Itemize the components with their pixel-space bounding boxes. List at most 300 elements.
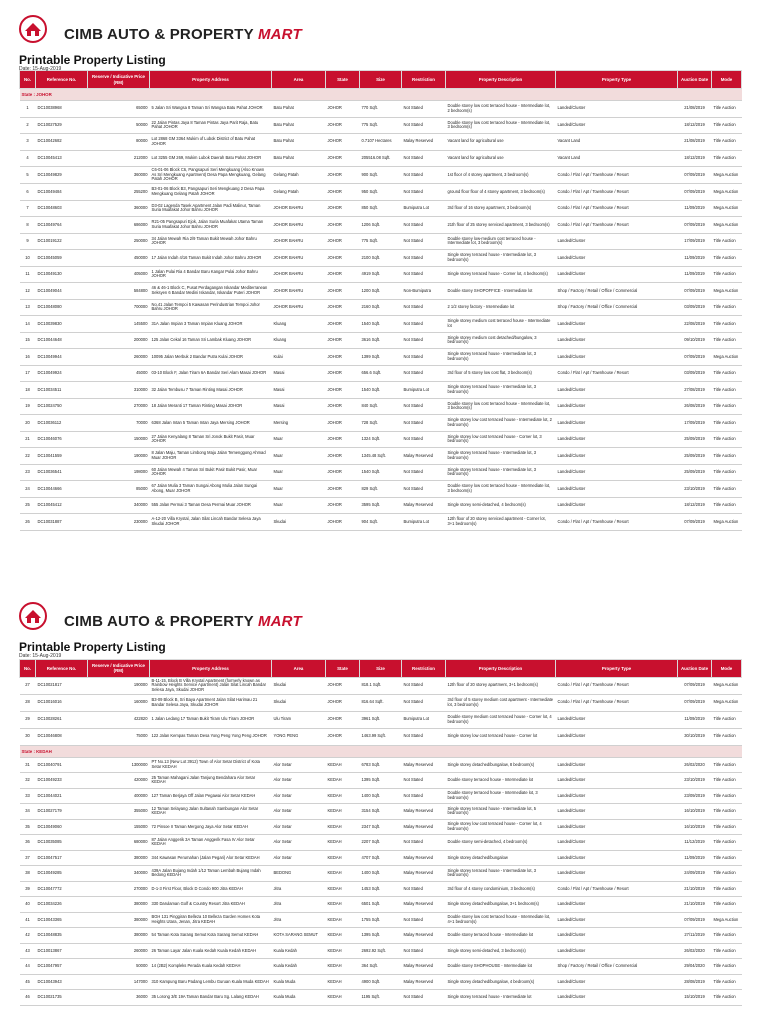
cell-type: Landed/Cluster (556, 332, 678, 349)
cell-mode: Title Auction (712, 431, 742, 448)
cell-auction-date: 03/09/2019 (678, 365, 712, 382)
cell-description: 3rd floor of 5 storey medium cost apartment - Intermediate lot, 3 bedroom(s) (446, 694, 556, 711)
property-table-2 (19, 659, 742, 1006)
table-row (20, 365, 742, 382)
table-row (20, 250, 742, 267)
table-row (20, 200, 742, 217)
cell-no: 27 (20, 677, 36, 694)
cell-restriction: Not Stated (402, 728, 446, 745)
cell-state: JOHOR (326, 184, 360, 201)
column-header-reference: Reference No. (36, 659, 88, 677)
cell-restriction: Not Stated (402, 773, 446, 789)
cell-no: 10 (20, 250, 36, 267)
cell-description: Double storey SHOPHOUSE - Intermediate lot (446, 959, 556, 975)
state-label: State : KEDAH (20, 745, 742, 757)
cell-state: KEDAH (326, 757, 360, 773)
cell-address: 25 Taman Mahagani Jalan Tanjung Bendahara Alor Setar KEDAH (150, 773, 272, 789)
cell-address: 72 Pinsoe II Taman Mergong Jaya Alor Setar KEDAH (150, 819, 272, 835)
cell-reference: DC10049233 (36, 773, 88, 789)
cell-auction-date: 07/09/2019 (678, 514, 712, 531)
table-row (20, 332, 742, 349)
cell-no: 12 (20, 283, 36, 300)
cell-reference: DC10049130 (36, 266, 88, 283)
cell-type: Landed/Cluster (556, 266, 678, 283)
cell-type: Landed/Cluster (556, 448, 678, 465)
cell-description: Single storey detached/bungalow, 8 bedroom(s) (446, 757, 556, 773)
cell-type: Condo / Flat / Apt / Townhouse / Resort (556, 200, 678, 217)
cell-address: 26 Taman Layar Jalan Kuala Kedah Kuala Kedah KEDAH (150, 943, 272, 959)
cell-price: 422820 (88, 711, 150, 728)
cell-area: Skudai (272, 694, 326, 711)
cell-mode: Mega Auction (712, 200, 742, 217)
cell-auction-date: 21/08/2019 (678, 134, 712, 151)
cell-area: Alor Setar (272, 850, 326, 866)
cell-description: Single storey low cost terraced house - Corner lot, 3 bedroom(s) (446, 431, 556, 448)
cell-auction-date: 11/09/2019 (678, 266, 712, 283)
cell-address: BGH 131 Pinggiran Belleza 10 Belleza Garden Homes Kota Heights Utara, Jenan, Jitra KEDAH (150, 912, 272, 928)
cell-no: 22 (20, 448, 36, 465)
cell-restriction: Not Stated (402, 299, 446, 316)
cell-reference: DC10043943 (36, 974, 88, 990)
cell-restriction: Not Stated (402, 184, 446, 201)
cell-price: 260000 (88, 943, 150, 959)
listing-page-2 (0, 587, 768, 1006)
cell-auction-date: 23/09/2019 (678, 788, 712, 804)
cell-size: 6501 Sqft. (360, 897, 402, 913)
cell-size: 1195 Sqft. (360, 990, 402, 1006)
cell-address: 8 Jalan Maju, Taman Limbong Maju Jalan Temenggong Ahmad Muar JOHOR (150, 448, 272, 465)
cell-auction-date: 30/10/2019 (678, 728, 712, 745)
cell-type: Landed/Cluster (556, 990, 678, 1006)
cell-area: JOHOR BAHRU (272, 266, 326, 283)
cell-address: 6368 Jalan Intan 5 Taman Intan Jaya Mersing JOHOR (150, 415, 272, 432)
table-row (20, 773, 742, 789)
cell-address: B3-01-06 Block B3, Pangsapuri Seri Mengkuang 2 Desa Papa Mengkuang Gelang Patah JOHOR (150, 184, 272, 201)
cell-size: 4707 Sqft. (360, 850, 402, 866)
cell-restriction: Not Stated (402, 117, 446, 134)
cell-auction-date: 17/09/2019 (678, 415, 712, 432)
cell-address: 122 Jalan Kempas Taman Desa Yong Peng Yong Peng JOHOR (150, 728, 272, 745)
cell-area: Masai (272, 365, 326, 382)
cell-auction-date: 07/09/2019 (678, 184, 712, 201)
cell-price: 50000 (88, 117, 150, 134)
cell-description: Single storey terraced house - Intermediate lot (446, 990, 556, 1006)
cell-address: 03-10 Block F, Jalan Tiram 6A Bandar Seri Alam Masai JOHOR (150, 365, 272, 382)
cell-state: JOHOR (326, 728, 360, 745)
cell-restriction: Malay Reserved (402, 897, 446, 913)
cell-mode: Title Auction (712, 773, 742, 789)
cell-state: KEDAH (326, 959, 360, 975)
cell-restriction: Malay Reserved (402, 819, 446, 835)
cell-size: 1540 Sqft. (360, 464, 402, 481)
column-header-auction-date: Auction Date (678, 659, 712, 677)
cell-mode: Mega Auction (712, 677, 742, 694)
cell-no: 30 (20, 728, 36, 745)
cell-description: Double storey low cost terraced house - Intermediate lot, 3 bedroom(s) (446, 117, 556, 134)
table-row (20, 134, 742, 151)
column-header-auction-date: Auction Date (678, 71, 712, 89)
cell-restriction: Not Stated (402, 464, 446, 481)
cell-reference: DC10049060 (36, 819, 88, 835)
cell-address: 67 Jalan Mulia 3 Taman Sungai Abong Mulia Jalan Sungai Abong, Muar JOHOR (150, 481, 272, 498)
cell-description: Vacant land for agricultural use (446, 134, 556, 151)
cell-price: 310000 (88, 382, 150, 399)
cell-description: Single storey terraced house - Intermediate lot, 3 bedroom(s) (446, 349, 556, 366)
table-row (20, 881, 742, 897)
cell-size: 1399 Sqft. (360, 349, 402, 366)
cell-reference: DC10045059 (36, 250, 88, 267)
cell-address: 17 Jalan Indah 4/16 Taman Bukit Indah Johor Bahru JOHOR (150, 250, 272, 267)
cell-mode: Title Auction (712, 728, 742, 745)
cell-area: Jitra (272, 912, 326, 928)
cell-no: 9 (20, 233, 36, 250)
table-row (20, 835, 742, 851)
cell-type: Shop / Factory / Retail / Office / Commercial (556, 283, 678, 300)
cell-price: 155000 (88, 819, 150, 835)
cell-reference: DC10038968 (36, 101, 88, 118)
cell-size: 3595 Sqft. (360, 497, 402, 514)
cell-state: JOHOR (326, 316, 360, 333)
cell-restriction: Malay Reserved (402, 866, 446, 882)
cell-address: 18 Jalan Meranti 17 Taman Rinting Masai JOHOR (150, 398, 272, 415)
cell-mode: Title Auction (712, 233, 742, 250)
cell-restriction: Malay Reserved (402, 497, 446, 514)
cell-reference: DC10013867 (36, 943, 88, 959)
cell-description: Single storey terraced house - Intermediate lot, 5 bedroom(s) (446, 804, 556, 820)
cell-restriction: Not Stated (402, 481, 446, 498)
cell-type: Condo / Flat / Apt / Townhouse / Resort (556, 184, 678, 201)
cell-price: 160000 (88, 694, 150, 711)
cell-no: 33 (20, 788, 36, 804)
table-row (20, 431, 742, 448)
page-header (0, 0, 768, 70)
cell-restriction: Not Stated (402, 150, 446, 167)
cell-area: Jitra (272, 881, 326, 897)
cell-area: Masai (272, 398, 326, 415)
cell-price: 85000 (88, 481, 150, 498)
cell-no: 1 (20, 101, 36, 118)
cell-no: 7 (20, 200, 36, 217)
cell-type: Landed/Cluster (556, 835, 678, 851)
cell-price: 70000 (88, 415, 150, 432)
cell-auction-date: 29/04/2020 (678, 959, 712, 975)
cell-no: 29 (20, 711, 36, 728)
cell-price: 400000 (88, 788, 150, 804)
cell-size: 1540 Sqft. (360, 382, 402, 399)
cell-mode: Title Auction (712, 250, 742, 267)
cell-type: Condo / Flat / Apt / Townhouse / Resort (556, 217, 678, 234)
cell-state: JOHOR (326, 382, 360, 399)
cell-description: ground floor floor of 4 storey apartment, 3 bedroom(s) (446, 184, 556, 201)
cell-price: 680000 (88, 835, 150, 851)
cell-size: 1400 Sqft. (360, 788, 402, 804)
cell-restriction: Not Stated (402, 835, 446, 851)
table-row (20, 167, 742, 184)
table-row (20, 928, 742, 944)
table-row (20, 804, 742, 820)
cell-type: Landed/Cluster (556, 788, 678, 804)
cell-price: 584800 (88, 283, 150, 300)
cell-state: KEDAH (326, 866, 360, 882)
cell-address: 439A Jalan Bujang Indah 1/12 Taman Lembah Bujang Indah Bedong KEDAH (150, 866, 272, 882)
cell-mode: Mega Auction (712, 217, 742, 234)
cell-reference: DC10043365 (36, 912, 88, 928)
cell-price: 255200 (88, 184, 150, 201)
cell-auction-date: 27/11/2019 (678, 928, 712, 944)
table-row (20, 850, 742, 866)
cell-price: 450000 (88, 250, 150, 267)
cell-price: 380000 (88, 850, 150, 866)
cell-auction-date: 11/12/2019 (678, 835, 712, 851)
cell-reference: DC10049924 (36, 365, 88, 382)
cell-state: JOHOR (326, 349, 360, 366)
cell-reference: DC10044648 (36, 332, 88, 349)
table-row (20, 974, 742, 990)
cell-mode: Title Auction (712, 959, 742, 975)
cell-price: 147000 (88, 974, 150, 990)
cell-mode: Mega Auction (712, 283, 742, 300)
cell-mode: Title Auction (712, 150, 742, 167)
cell-address: D-1-3 First Floor, Block D Condo 900 Jitra KEDAH (150, 881, 272, 897)
cell-price: 190000 (88, 677, 150, 694)
cell-mode: Title Auction (712, 365, 742, 382)
cell-size: 6783 Sqft. (360, 757, 402, 773)
column-header-state: State (326, 71, 360, 89)
cell-no: 8 (20, 217, 36, 234)
cell-no: 39 (20, 881, 36, 897)
cell-restriction: Not Stated (402, 943, 446, 959)
cell-description: Single storey terraced house - Intermediate lot, 3 bedroom(s) (446, 866, 556, 882)
cell-auction-date: 26/02/2020 (678, 757, 712, 773)
cell-address: Lot 3255 GM 269, Mukim Lubok Daerah Batu Pahat JOHOR (150, 150, 272, 167)
column-header-area: Area (272, 659, 326, 677)
cell-no: 43 (20, 943, 36, 959)
cell-description: Double storey low cost terraced house - Intermediate lot, 3 bedroom(s) (446, 481, 556, 498)
cell-no: 18 (20, 382, 36, 399)
cell-type: Landed/Cluster (556, 481, 678, 498)
cell-address: 125 Jalan Cekal 16 Taman Sri Lambak Kluang JOHOR (150, 332, 272, 349)
cell-area: Kuala Kedah (272, 959, 326, 975)
cell-description: 2 1/2 storey factory - Intermediate lot (446, 299, 556, 316)
cell-state: KEDAH (326, 819, 360, 835)
cell-size: 770 Sqft. (360, 101, 402, 118)
cell-type: Landed/Cluster (556, 897, 678, 913)
cell-size: 728 Sqft. (360, 415, 402, 432)
cell-type: Landed/Cluster (556, 101, 678, 118)
cell-size: 3616 Sqft. (360, 332, 402, 349)
state-label: State : JOHOR (20, 89, 742, 101)
column-header-no: No. (20, 71, 36, 89)
cell-reference: DC10044666 (36, 481, 88, 498)
table-header-row (20, 659, 742, 677)
cell-address: 555 Jalan Permai 3 Taman Desa Permai Muar JOHOR (150, 497, 272, 514)
cell-reference: DC10027529 (36, 117, 88, 134)
cell-no: 28 (20, 694, 36, 711)
column-header-no: No. (20, 659, 36, 677)
cell-address: C6-01-06 Block C6, Pangsapuri Seri Mengkuang (Also Known As Sri Mengkuang Apartment) Desa Papa Mengkuang, Gelang Patah JOHOR (150, 167, 272, 184)
cell-description: Single storey semi-detached, 4 bedroom(s) (446, 497, 556, 514)
cell-size: 0.7107 Hectares (360, 134, 402, 151)
cell-price: 200000 (88, 332, 150, 349)
cell-description: Single storey semi-detached, 3 bedroom(s) (446, 943, 556, 959)
cell-mode: Title Auction (712, 711, 742, 728)
cell-price: 360000 (88, 200, 150, 217)
cell-price: 380000 (88, 912, 150, 928)
cell-no: 3 (20, 134, 36, 151)
cell-type: Condo / Flat / Apt / Townhouse / Resort (556, 167, 678, 184)
cell-address: 127 Taman Berjaya Off Jalan Pegawai Alor Setar KEDAH (150, 788, 272, 804)
cell-restriction: Not Stated (402, 990, 446, 1006)
cell-restriction: Non-Bumiputra (402, 283, 446, 300)
cell-no: 19 (20, 398, 36, 415)
cell-mode: Mega Auction (712, 694, 742, 711)
cell-reference: DC10047957 (36, 959, 88, 975)
table-row (20, 757, 742, 773)
cell-restriction: Not Stated (402, 266, 446, 283)
cell-mode: Title Auction (712, 398, 742, 415)
cell-type: Landed/Cluster (556, 398, 678, 415)
cell-state: JOHOR (326, 266, 360, 283)
cell-address: 5 Jalan Sri Wangsa 8 Taman Sri Wangsa Batu Pahat JOHOR (150, 101, 272, 118)
cell-mode: Title Auction (712, 464, 742, 481)
cell-mode: Title Auction (712, 850, 742, 866)
cell-area: Kuala Kedah (272, 943, 326, 959)
column-header-state: State (326, 659, 360, 677)
cell-auction-date: 07/09/2019 (678, 694, 712, 711)
cell-state: JOHOR (326, 200, 360, 217)
cell-address: 10095 Jalan Merbuk 2 Bandar Putra Kulai JOHOR (150, 349, 272, 366)
cell-mode: Title Auction (712, 316, 742, 333)
cell-state: JOHOR (326, 250, 360, 267)
column-header-area: Area (272, 71, 326, 89)
cell-restriction: Not Stated (402, 398, 446, 415)
cell-state: JOHOR (326, 233, 360, 250)
cell-mode: Title Auction (712, 757, 742, 773)
cell-description: Double storey low cost terraced house - Intermediate lot, 2 bedroom(s) (446, 101, 556, 118)
table-row (20, 448, 742, 465)
cell-state: JOHOR (326, 711, 360, 728)
cell-mode: Title Auction (712, 928, 742, 944)
cell-no: 44 (20, 959, 36, 975)
cell-description: Double storey low cost terraced house - Intermediate lot, 4+1 bedroom(s) (446, 912, 556, 928)
cell-size: 2100 Sqft. (360, 250, 402, 267)
cell-type: Landed/Cluster (556, 464, 678, 481)
cell-price: 340000 (88, 866, 150, 882)
cell-mode: Mega Auction (712, 167, 742, 184)
cell-size: 818.1 Sqft. (360, 677, 402, 694)
cell-mode: Title Auction (712, 819, 742, 835)
cell-mode: Title Auction (712, 835, 742, 851)
cell-address: A-12-20 Villa Krystal, Jalan Silat Lincah Bandar Selesa Jaya Skudai JOHOR (150, 514, 272, 531)
page-header (0, 587, 768, 659)
cell-reference: DC10034226 (36, 897, 88, 913)
cell-restriction: Not Stated (402, 332, 446, 349)
cell-mode: Title Auction (712, 897, 742, 913)
cell-auction-date: 27/08/2019 (678, 382, 712, 399)
cell-no: 40 (20, 897, 36, 913)
cell-size: 364 Sqft. (360, 959, 402, 975)
cell-size: 4919 Sqft. (360, 266, 402, 283)
cell-reference: DC10036112 (36, 415, 88, 432)
cell-description: 12th floor of 20 storey serviced apartment - Corner lot, 3+1 bedroom(s) (446, 514, 556, 531)
table-row (20, 382, 742, 399)
cell-restriction: Not Stated (402, 694, 446, 711)
cell-price: 380000 (88, 897, 150, 913)
cell-type: Landed/Cluster (556, 728, 678, 745)
cell-area: Kulai (272, 349, 326, 366)
cell-reference: DC10048835 (36, 928, 88, 944)
cell-description: Single storey detached/bungalow, 4 bedroom(s) (446, 974, 556, 990)
cell-type: Landed/Cluster (556, 415, 678, 432)
report-date: Date: 15-Aug-2019 (19, 66, 62, 72)
cell-type: Landed/Cluster (556, 928, 678, 944)
cell-restriction: Malay Reserved (402, 134, 446, 151)
cell-address: 27 Jalan Kenyalang 8 Taman Sri Jonok Bukit Pasir, Muar JOHOR (150, 431, 272, 448)
cell-type: Condo / Flat / Apt / Townhouse / Resort (556, 514, 678, 531)
cell-reference: DC10042682 (36, 134, 88, 151)
cell-reference: DC10021817 (36, 677, 88, 694)
column-header-size: Size (360, 659, 402, 677)
table-row (20, 217, 742, 234)
cell-mode: Title Auction (712, 332, 742, 349)
cell-price: 260000 (88, 349, 150, 366)
cell-state: KEDAH (326, 928, 360, 944)
cell-price: 270000 (88, 398, 150, 415)
report-date: Date: 15-Aug-2019 (19, 652, 62, 659)
table-row (20, 283, 742, 300)
state-group-row (20, 745, 742, 757)
cell-description: 12th floor of 20 storey apartment, 3+1 bedroom(s) (446, 677, 556, 694)
cell-restriction: Not Stated (402, 415, 446, 432)
cell-auction-date: 07/09/2019 (678, 677, 712, 694)
cell-restriction: Malay Reserved (402, 850, 446, 866)
cell-area: Alor Setar (272, 804, 326, 820)
cell-address: 54 Taman Kota Sarang Semut Kota Sarang Semut KEDAH (150, 928, 272, 944)
cell-reference: DC10049829 (36, 167, 88, 184)
table-row (20, 481, 742, 498)
cell-no: 6 (20, 184, 36, 201)
cell-reference: DC10016016 (36, 694, 88, 711)
cell-size: 1453 Sqft. (360, 881, 402, 897)
table-row (20, 990, 742, 1006)
cell-description: Single storey detached/bungalow (446, 850, 556, 866)
cell-type: Landed/Cluster (556, 431, 678, 448)
cell-no: 13 (20, 299, 36, 316)
cell-address: No.41 Jalan Tempoi 5 Kawasan Perindustrian Tempoi Johor Bahru JOHOR (150, 299, 272, 316)
brand-name: CIMB AUTO & PROPERTY MART (64, 26, 302, 43)
table-row (20, 912, 742, 928)
cell-auction-date: 22/08/2019 (678, 316, 712, 333)
cell-size: 900 Sqft. (360, 167, 402, 184)
cell-price: 355000 (88, 804, 150, 820)
cell-state: JOHOR (326, 167, 360, 184)
cell-restriction: Not Stated (402, 217, 446, 234)
cell-state: KEDAH (326, 835, 360, 851)
cell-no: 24 (20, 481, 36, 498)
cell-reference: DC10040791 (36, 757, 88, 773)
cell-reference: DC10049944 (36, 349, 88, 366)
cell-description: Single storey low cost terraced house - Corner lot (446, 728, 556, 745)
cell-area: Batu Pahat (272, 150, 326, 167)
cell-description: Single storey terraced house - Intermediate lot, 3 bedroom(s) (446, 382, 556, 399)
column-header-restriction: Restriction (402, 71, 446, 89)
cell-restriction: Not Stated (402, 912, 446, 928)
cell-restriction: Malay Reserved (402, 757, 446, 773)
cell-area: Alor Setar (272, 819, 326, 835)
page-gap (0, 531, 768, 587)
cell-state: JOHOR (326, 101, 360, 118)
cell-address: R21-05 Pangsapuri Ejok, Jalan Suria Muafakat Utama Taman Suria Muafakat Johor Bahru JOHOR (150, 217, 272, 234)
